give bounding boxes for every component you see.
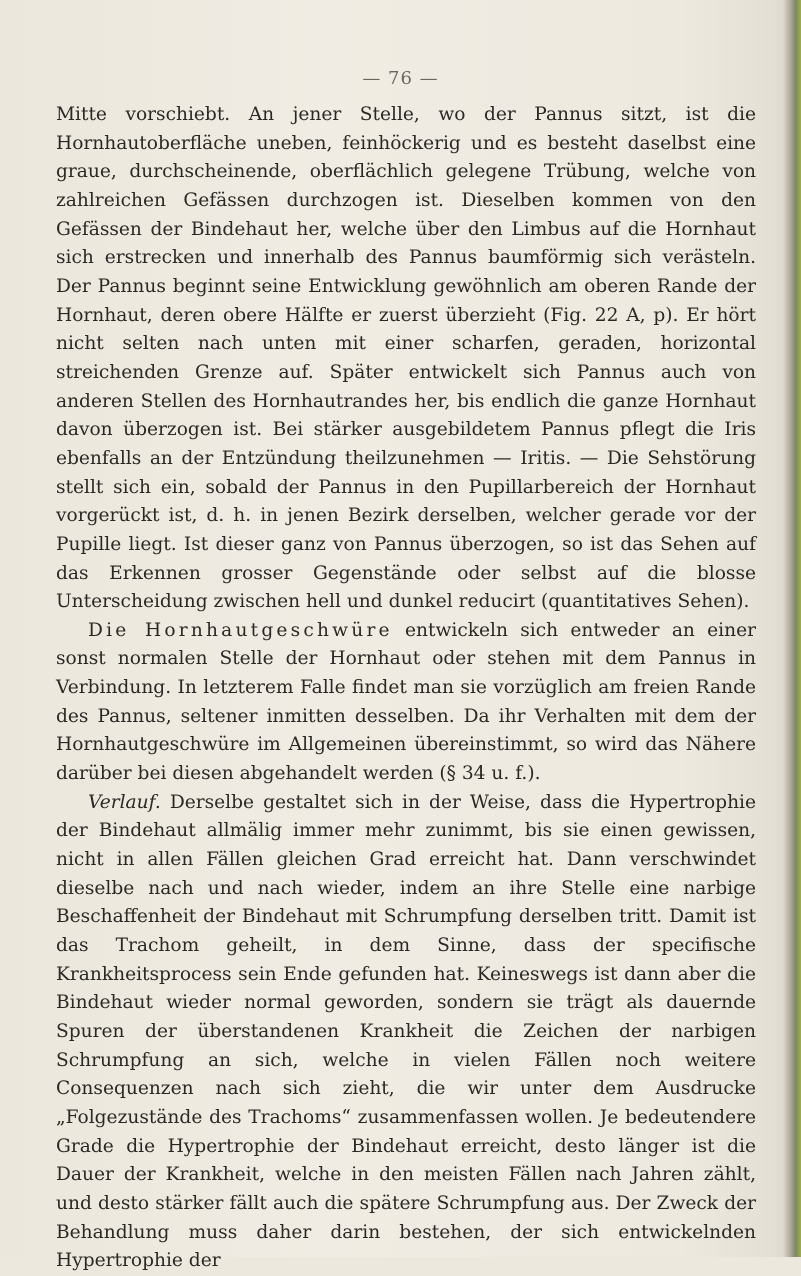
paragraph-hornhautgeschwuere bbox=[56, 617, 756, 789]
section-heading-verlauf: Verlauf. bbox=[88, 791, 161, 813]
paragraph-body: entwickeln sich entweder an einer sonst normalen Stelle der Hornhaut oder stehen mit dem Pannus in Verbindung. In letzterem Falle findet man sie vorzüglich am freien Rande des Pannus, seltener inmitten desselben. Da ihr Verhalten mit dem der Hornhautgeschwüre im Allgemeinen übereinstimmt, so wird das Nähere darüber bei diesen abgehandelt werden (§ 34 u. f.). bbox=[56, 619, 756, 785]
paragraph-pannus: Mitte vorschiebt. An jener Stelle, wo der Pannus sitzt, ist die Hornhautoberfläche uneben, feinhöckerig und es besteht daselbst eine graue, durchscheinende, oberflächlich gelegene Trübung, welche von zahlreichen Gefässen durchzogen ist. Dieselben kommen von den Gefässen der Bindehaut her, welche über den Limbus auf die Hornhaut sich erstrecken und innerhalb des Pannus baumförmig sich verästeln. Der Pannus beginnt seine Entwicklung gewöhnlich am oberen Rande der Hornhaut, deren obere Hälfte er zuerst überzieht (Fig. 22 A, p). Er hört nicht selten nach unten mit einer scharfen, geraden, horizontal streichenden Grenze auf. Später entwickelt sich Pannus auch von anderen Stellen des Hornhautrandes her, bis endlich die ganze Hornhaut davon überzogen ist. Bei stärker ausgebildetem Pannus pflegt die Iris ebenfalls an der Entzündung theilzunehmen — Iritis. — Die Sehstörung stellt sich ein, sobald der Pannus in den Pupillarbereich der Hornhaut vorgerückt ist, d. h. in jenen Bezirk derselben, welcher gerade vor der Pupille liegt. Ist dieser ganz von Pannus überzogen, so ist das Sehen auf das Erkennen grosser Gegenstände oder selbst auf die blosse Unterscheidung zwischen hell und dunkel reducirt (quantitatives Sehen). bbox=[56, 104, 756, 613]
page-number: — 76 — bbox=[362, 68, 439, 89]
paragraph-body: Derselbe gestaltet sich in der Weise, dass die Hypertrophie der Bindehaut allmälig immer mehr zunimmt, bis sie einen gewissen, nicht in allen Fällen gleichen Grad erreicht hat. Dann verschwindet dieselbe nach und nach wieder, indem an ihre Stelle eine narbige Beschaffenheit der Bindehaut mit Schrumpfung derselben tritt. Damit ist das Trachom geheilt, in dem Sinne, dass der specifische Krankheitsprocess sein Ende gefunden hat. Keineswegs ist dann aber die Bindehaut wieder normal geworden, sondern sie trägt als dauernde Spuren der überstandenen Krankheit die Zeichen der narbigen Schrumpfung an sich, welche in vielen Fällen noch weitere Consequenzen nach sich zieht, die wir unter dem Ausdrucke „Folgezustände des Trachoms“ zusammenfassen wollen. Je bedeutendere Grade die Hypertrophie der Bindehaut erreicht, desto länger ist die Dauer der Krankheit, welche in den meisten Fällen nach Jahren zählt, und desto stärker fällt auch die spätere Schrumpfung aus. Der Zweck der Behandlung muss daher darin bestehen, der sich entwickelnden Hypertrophie der bbox=[56, 791, 756, 1272]
page-edge-shadow bbox=[783, 0, 801, 1257]
paragraph-verlauf bbox=[56, 789, 756, 1276]
paragraph-lead-term: Die Hornhautgeschwüre bbox=[88, 619, 393, 641]
body-text bbox=[56, 101, 756, 1276]
